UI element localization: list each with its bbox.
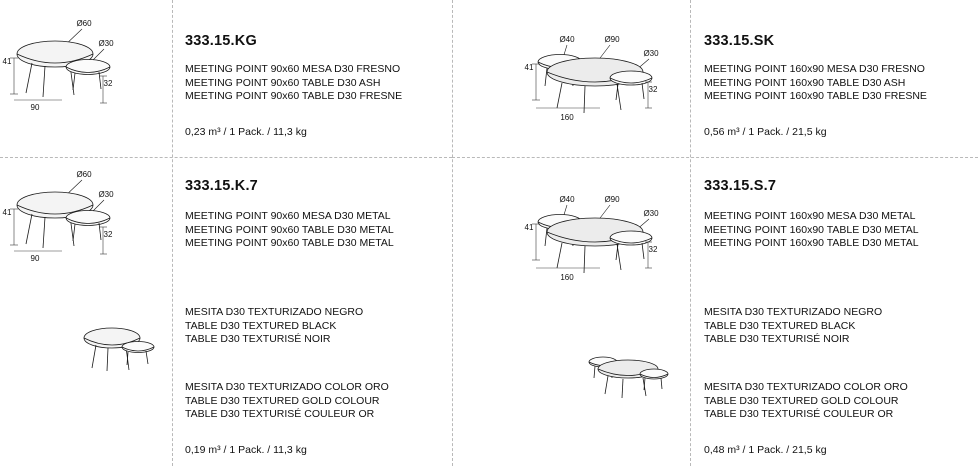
packaging-spec: 0,48 m³ / 1 Pack. / 21,5 kg: [704, 443, 827, 456]
description-line-en: MEETING POINT 90x60 TABLE D30 ASH: [185, 76, 381, 89]
block-4-text: [704, 178, 964, 251]
description-line-fr: MEETING POINT 90x60 TABLE D30 METAL: [185, 237, 394, 250]
variant-line-fr: TABLE D30 TEXTURISÉ NOIR: [185, 333, 331, 346]
svg-text:32: 32: [103, 230, 113, 239]
svg-text:41: 41: [524, 63, 534, 72]
variant-line-es: MESITA D30 TEXTURIZADO COLOR ORO: [704, 381, 908, 393]
variant-line-fr: TABLE D30 TEXTURISÉ NOIR: [704, 333, 850, 346]
variant-line-es: MESITA D30 TEXTURIZADO NEGRO: [185, 306, 364, 318]
drawing-333-15-k7: [0, 165, 168, 270]
product-description: [704, 210, 964, 251]
product-description: [185, 63, 435, 104]
product-code: 333.15.KG: [185, 33, 257, 49]
description-line-en: MEETING POINT 160x90 TABLE D30 ASH: [704, 76, 906, 89]
svg-text:Ø30: Ø30: [643, 49, 659, 58]
product-code: 333.15.S.7: [704, 178, 777, 194]
drawing-333-15-s7: [505, 190, 690, 290]
variant-line-fr: TABLE D30 TEXTURISÉ COULEUR OR: [704, 408, 894, 421]
variant-gold-left-text: [185, 381, 435, 456]
svg-text:Ø90: Ø90: [604, 35, 620, 44]
description-line-es: MEETING POINT 160x90 MESA D30 METAL: [704, 210, 916, 222]
drawing-variant-right: [575, 350, 685, 410]
block-2-text: [704, 33, 964, 138]
svg-text:Ø30: Ø30: [98, 39, 114, 48]
packaging-spec: 0,23 m³ / 1 Pack. / 11,3 kg: [185, 125, 307, 138]
svg-text:41: 41: [2, 208, 12, 217]
svg-text:Ø60: Ø60: [76, 170, 92, 179]
svg-text:Ø60: Ø60: [76, 19, 92, 28]
variant-black-left-text: [185, 306, 435, 347]
product-code: 333.15.SK: [704, 33, 775, 49]
description-line-es: MEETING POINT 90x60 MESA D30 METAL: [185, 210, 391, 222]
svg-text:160: 160: [560, 113, 574, 122]
svg-text:90: 90: [30, 103, 40, 112]
svg-text:160: 160: [560, 273, 574, 282]
block-3-text: [185, 178, 435, 251]
description-line-en: MEETING POINT 90x60 TABLE D30 METAL: [185, 223, 394, 236]
block-1-text: [185, 33, 435, 138]
svg-text:Ø30: Ø30: [98, 190, 114, 199]
svg-text:Ø40: Ø40: [559, 195, 575, 204]
variant-line-es: MESITA D30 TEXTURIZADO NEGRO: [704, 306, 883, 318]
description-line-es: MEETING POINT 90x60 MESA D30 FRESNO: [185, 63, 401, 75]
variant-line-en: TABLE D30 TEXTURED GOLD COLOUR: [704, 394, 899, 407]
description-line-fr: MEETING POINT 160x90 TABLE D30 METAL: [704, 237, 919, 250]
variant-line-es: MESITA D30 TEXTURIZADO COLOR ORO: [185, 381, 389, 393]
drawing-333-15-kg: [0, 14, 168, 124]
drawing-variant-left: [80, 320, 170, 380]
packaging-spec: 0,56 m³ / 1 Pack. / 21,5 kg: [704, 125, 827, 138]
svg-text:Ø90: Ø90: [604, 195, 620, 204]
divider-vertical-left: [172, 0, 173, 466]
svg-text:90: 90: [30, 254, 40, 263]
svg-text:Ø40: Ø40: [559, 35, 575, 44]
variant-line-en: TABLE D30 TEXTURED BLACK: [185, 319, 337, 332]
variant-line-en: TABLE D30 TEXTURED GOLD COLOUR: [185, 394, 380, 407]
divider-vertical-right: [452, 0, 453, 466]
variant-line-fr: TABLE D30 TEXTURISÉ COULEUR OR: [185, 408, 375, 421]
drawing-333-15-sk: [505, 30, 690, 130]
description-line-fr: MEETING POINT 90x60 TABLE D30 FRESNE: [185, 90, 403, 103]
variant-black-right-text: [704, 306, 964, 347]
svg-text:32: 32: [648, 85, 658, 94]
description-line-en: MEETING POINT 160x90 TABLE D30 METAL: [704, 223, 919, 236]
svg-text:32: 32: [648, 245, 658, 254]
variant-gold-right-text: [704, 381, 964, 456]
packaging-spec: 0,19 m³ / 1 Pack. / 11,3 kg: [185, 443, 307, 456]
variant-line-en: TABLE D30 TEXTURED BLACK: [704, 319, 856, 332]
divider-horizontal-left: [0, 157, 452, 158]
svg-text:Ø30: Ø30: [643, 209, 659, 218]
description-line-es: MEETING POINT 160x90 MESA D30 FRESNO: [704, 63, 925, 75]
svg-text:32: 32: [103, 79, 113, 88]
product-description: [704, 63, 964, 104]
product-code: 333.15.K.7: [185, 178, 258, 194]
product-description: [185, 210, 435, 251]
divider-vertical-mid: [690, 0, 691, 466]
svg-text:41: 41: [2, 57, 12, 66]
description-line-fr: MEETING POINT 160x90 TABLE D30 FRESNE: [704, 90, 927, 103]
svg-text:41: 41: [524, 223, 534, 232]
divider-horizontal-right: [452, 157, 978, 158]
